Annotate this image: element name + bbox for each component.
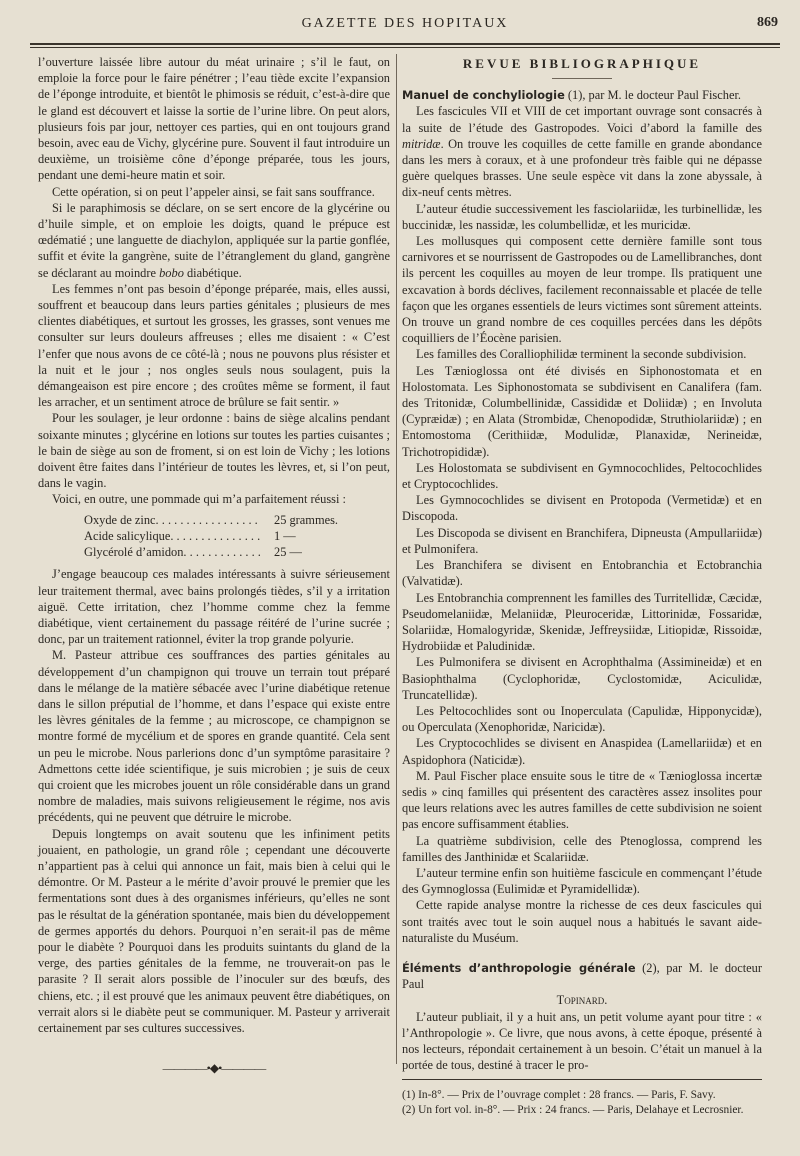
header-rule-thin bbox=[30, 47, 780, 48]
paragraph: Les Holostomata se subdivisent en Gymnocochlides, Peltocochlides et Cryptocochlides. bbox=[402, 460, 762, 492]
header-rule bbox=[30, 43, 780, 45]
paragraph: Les Tænioglossa ont été divisés en Siphonostomata et en Holostomata. Les Siphonostomata se subdivisent en Canalifera (fam. des Tritonidæ, Columbellinidæ, Cassididæ et Doliidæ) ; en Involuta (Cypræidæ) ; en Alata (Strombidæ, Chenopodidæ, Struthiolariidæ) ; en Entomostoma (Cerithiidæ, Modulidæ, Planaxidæ, Nerineidæ, Trichotropididæ). bbox=[402, 363, 762, 459]
left-column bbox=[38, 54, 390, 1076]
right-column bbox=[402, 54, 762, 1117]
paragraph: Si le paraphimosis se déclare, on se sert encore de la glycérine ou d’huile simple, et on emploie les doigts, quand le prépuce est œdématié ; une languette de diachylon, appliquée sur la partie gonflée, suffit et évite la gangrène, suite de l’étranglement du gland, gangrène se déclarant au moindre bobo diabétique. bbox=[38, 200, 390, 280]
paragraph: L’auteur étudie successivement les fasciolariidæ, les turbinellidæ, les buccinidæ, les nassidæ, les columbellidæ, et les muricidæ. bbox=[402, 201, 762, 232]
paragraph: Les fascicules VII et VIII de cet important ouvrage sont consacrés à la suite de l’étude des Gastropodes. Voici d’abord la famille des mitridæ. On trouve les coquilles de cette famille en grande abondance dans les mers à coraux, et à une profondeur très faible qui ne dépasse guère quelques brasses. Une seule espèce vit dans la zone abyssale, à dix-neuf cents mètres. bbox=[402, 104, 762, 200]
paragraph: Depuis longtemps on avait soutenu que les infiniment petits jouaient, en pathologie, un grand rôle ; cependant une découverte n’appartient pas à celui qui annonce un fait, mais bien à celui qui le démontre. Or M. Pasteur a le mérite d’avoir prouvé le premier que les fermentations sont dues à des organismes inférieurs, qu’elles ne sont pas le résultat de la génération spontanée, mais bien du développement de germes apportés du dehors. Pourquoi n’en serait-il pas de même pour le diabète ? Pourquoi dans les produits suintants du gland de la verge, des parties génitales de la femme, ne trouverait-on pas le parasite ? Il serait alors possible de l’inoculer sur des bœufs, des chiens, etc. ; il est prouvé que les animaux peuvent être diabétiques, on verrait alors si le diabète peut se communiquer. M. Pasteur y arriverait certainement par ses cultures successives. bbox=[38, 826, 390, 1035]
paragraph: Les mollusques qui composent cette dernière famille sont tous carnivores et se nourrissent de Gastropodes ou de Lamellibranches, dont ils percent les coquilles au moyen de leur trompe. Ils pratiquent une excavation à bords déclives, facilement reconnaissable et placée de telle façon que les organes essentiels de leurs victimes sont sûrement atteints. On trouve un grand nombre de ces coquilles percées dans les dépôts coquilliers de l’Éocène parisien. bbox=[402, 234, 762, 346]
paragraph: Les Gymnocochlides se divisent en Protopoda (Vermetidæ) et en Discopoda. bbox=[402, 493, 762, 524]
book-author: Topinard. bbox=[556, 993, 608, 1008]
paragraph: L’auteur termine enfin son huitième fascicule en commençant l’étude des Gymnoglossa (Eulimidæ et Pyramidellidæ). bbox=[402, 865, 762, 897]
paragraph: Pour les soulager, je leur ordonne : bains de siège alcalins pendant soixante minutes ; glycérine en lotions sur toutes les parties cuisantes ; le bain de siège au son de froment, si on est loin de Vichy ; les lotions doivent être faites dans l’intérieur de toutes les lèvres, et, si l’on peut, dans le vagin. bbox=[38, 411, 390, 491]
title-rule bbox=[552, 78, 612, 79]
paragraph: M. Pasteur attribue ces souffrances des parties génitales au développement d’un champignon qui trouve un terrain tout préparé dans le mélange de la matière sébacée avec l’urine diabétique retenue dans le sillon préputial de l’homme, et dans l’espace qui existe entre les lèvres génitales de la femme ; au microscope, ce champignon se montre formé de mycélium et de spores en grande quantité. Cela sent un peu le microbe. Nous parlerions donc d’un symptôme parasitaire ? Admettons cette idée scientifique, je suis microbien ; je suis de ceux qui croient que les microbes jouent un rôle considérable dans un grand nombre de maladies, mais suivons religieusement le régime, nos avis précédents, qui ne peuvent que détruire le microbe. bbox=[38, 648, 390, 825]
paragraph: Les familles des Coralliophilidæ terminent la seconde subdivision. bbox=[416, 347, 747, 362]
paragraph: M. Paul Fischer place ensuite sous le titre de « Tænioglossa incertæ sedis » cinq familles qui présentent des caractères assez insolites pour que leurs relations avec les autres familles de cette subdivision ne soient pas encore suffisamment établies. bbox=[402, 768, 762, 832]
formula-row: Glycérolé d’amidon. . . . . . . . . . . . . 25 — bbox=[84, 545, 302, 560]
paragraph: Les Branchifera se divisent en Entobranchia et Ectobranchia (Valvatidæ). bbox=[402, 558, 762, 589]
formula-row: Oxyde de zinc. . . . . . . . . . . . . . . . . 25 grammes. bbox=[84, 512, 339, 527]
paragraph: l’ouverture laissée libre autour du méat urinaire ; s’il le faut, on emploie la force pour le faire pénétrer ; l’eau tiède excite l’expansion de l’éponge introduite, et bientôt le phimosis se réduit, c’est-à-dire que le gland est découvert et laisse la sortie de l’urine libre. On peut alors, plusieurs fois par jour, nettoyer ces parties, qui en ont toujours grand besoin, avec eau de Vichy, glycérine pure. Souvent il faut introduire un deuxième, un troisième cône d’éponge préparée, tous les jours, pendant une demi-heure matin et soir. bbox=[38, 55, 390, 183]
paragraph: J’engage beaucoup ces malades intéressants à suivre sérieusement leur traitement thermal, avec bains prolongés tièdes, s’il y a irritation aiguë. Cette irritation, chez l’homme comme chez la femme diabétique, vient certainement du passage réitéré de l’urine sucrée ; donc, par un traitement rationnel, éviter la trop grande polyurie. bbox=[38, 567, 390, 647]
paragraph: Cette opération, si on peut l’appeler ainsi, se fait sans souffrance. bbox=[52, 184, 375, 199]
formula-row: Acide salicylique. . . . . . . . . . . . . . . 1 — bbox=[84, 528, 296, 543]
page-number: 869 bbox=[757, 15, 778, 30]
section-title: REVUE BIBLIOGRAPHIQUE bbox=[462, 56, 702, 71]
paragraph: Cette rapide analyse montre la richesse de ces deux fascicules qui sont traités avec tout le soin auquel nous a habitués le savant aide-naturaliste du Muséum. bbox=[402, 898, 762, 945]
book-heading: Manuel de conchyliologie (1), par M. le docteur Paul Fischer. bbox=[402, 88, 741, 103]
running-header bbox=[30, 12, 780, 40]
paragraph: Les Pulmonifera se divisent en Acrophthalma (Assimineidæ) et en Basiophthalma (Cyclophoridæ, Cyclostomidæ, Aciculidæ, Truncatellidæ). bbox=[402, 655, 762, 702]
paragraph: Voici, en outre, une pommade qui m’a parfaitement réussi : bbox=[52, 492, 346, 507]
paragraph: L’auteur publiait, il y a huit ans, un petit volume ayant pour titre : « l’Anthropologie ». Ce livre, que nous avons, à cette époque, présenté à nos lecteurs, répondait certainement à un besoin. C’était un manuel à la portée de tous, destiné à tracer le pro- bbox=[402, 1009, 762, 1073]
footnote: (1) In-8°. — Prix de l’ouvrage complet : 28 francs. — Paris, F. Savy. bbox=[402, 1089, 716, 1102]
footnotes bbox=[402, 1079, 762, 1117]
journal-title: GAZETTE DES HOPITAUX bbox=[301, 16, 509, 31]
footnote: (2) Un fort vol. in-8°. — Prix : 24 francs. — Paris, Delahaye et Lecrosnier. bbox=[402, 1103, 744, 1116]
paragraph: Les Cryptocochlides se divisent en Anaspidea (Lamellariidæ) et en Aspidophora (Naticidæ). bbox=[402, 736, 762, 767]
book-heading: Éléments d’anthropologie générale (2), par M. le docteur Paul bbox=[402, 960, 762, 992]
paragraph: Les Entobranchia comprennent les familles des Turritellidæ, Cæcidæ, Pseudomelaniidæ, Melaniidæ, Pleuroceridæ, Littorinidæ, Fossaridæ, Solariidæ, Homalogyridæ, Skenidæ, Jeffreysiidæ, Litiopidæ, Rissoidæ, Hydrobiidæ et Paludinidæ. bbox=[402, 590, 762, 654]
paragraph: Les Discopoda se divisent en Branchifera, Dipneusta (Ampullariidæ) et Pulmonifera. bbox=[402, 525, 762, 556]
paragraph: Les femmes n’ont pas besoin d’éponge préparée, mais, elles aussi, souffrent et beaucoup dans leurs parties génitales ; plusieurs de mes clientes diabétiques, et surtout les grosses, les grasses, sont venues me consulter sur leurs douleurs affreuses ; elles me disaient : « C’est l’enfer que nous avons de ce côté-là ; nous ne pouvons plus résister et la nuit et le jour ; nos ongles seuls nous soulagent, puis la démangeaison est pire encore ; des croûtes même se forment, il faut les arracher, et un sentiment atroce de brûlure se fait sentir. » bbox=[38, 281, 390, 410]
paragraph: Les Peltocochlides sont ou Inoperculata (Capulidæ, Hipponycidæ), ou Operculata (Xenophoridæ, Naricidæ). bbox=[402, 703, 762, 735]
section-separator: ————•◆•———— bbox=[162, 1061, 266, 1076]
column-divider bbox=[396, 54, 397, 1064]
prescription-formula bbox=[84, 512, 390, 561]
paragraph: La quatrième subdivision, celle des Ptenoglossa, comprend les familles des Janthinidæ et Scalariidæ. bbox=[402, 833, 762, 864]
